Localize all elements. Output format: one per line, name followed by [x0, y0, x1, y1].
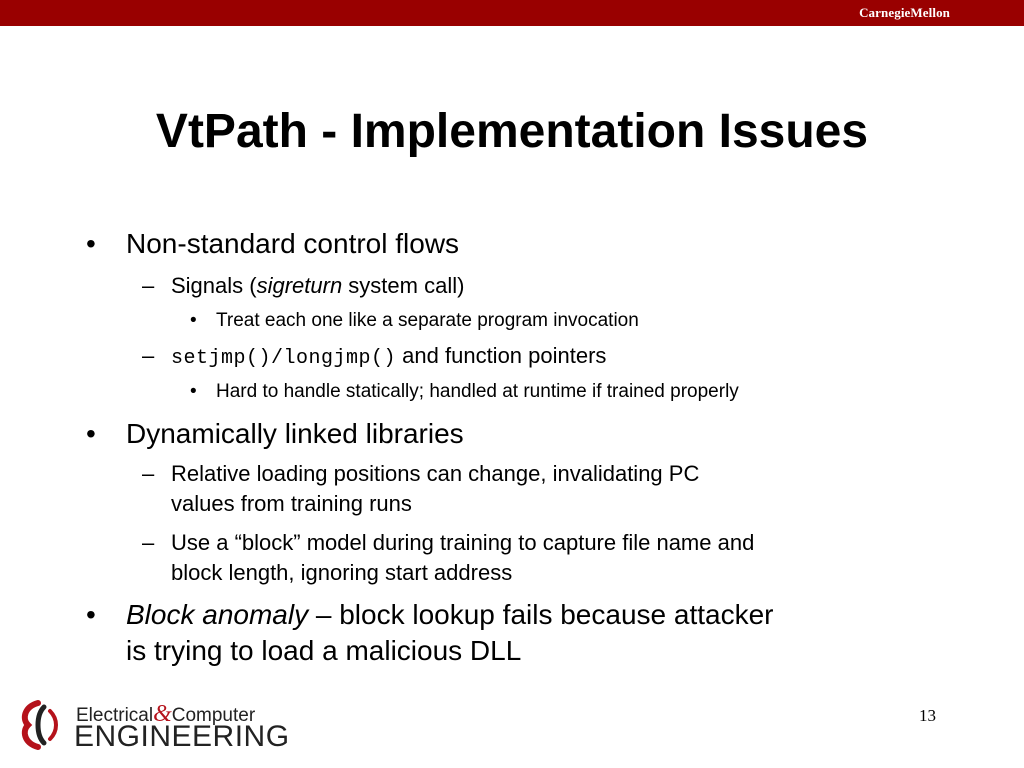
setjmp-post: and function pointers — [402, 343, 607, 368]
subbullet-relative-loading-line2: values from training runs — [171, 491, 412, 516]
block-anomaly-desc: – block lookup fails because attacker — [308, 599, 774, 630]
slide-title: VtPath - Implementation Issues — [155, 105, 869, 158]
bullet-marker: • — [86, 418, 96, 449]
dash-marker: – — [142, 343, 155, 368]
bullet-block-anomaly-line1 — [126, 599, 773, 631]
subbullet-setjmp — [171, 342, 606, 373]
bullet-marker: • — [86, 228, 96, 259]
bullet-marker: • — [190, 310, 197, 331]
dash-marker: – — [142, 530, 155, 555]
ece-ampersand: & — [153, 701, 172, 727]
signals-pre: Signals ( — [171, 273, 257, 298]
dash-marker: – — [142, 273, 155, 298]
bullet-marker: • — [86, 599, 96, 630]
subsubbullet-hard-to-handle: Hard to handle statically; handled at runtime if trained properly — [216, 381, 739, 402]
bullet-dynamically-linked-libraries: Dynamically linked libraries — [126, 418, 464, 449]
ece-electrical: Electrical — [76, 705, 154, 726]
subbullet-block-model-line1: Use a “block” model during training to capture file name and — [171, 530, 755, 555]
top-bar — [0, 0, 1024, 26]
subbullet-relative-loading-line1: Relative loading positions can change, invalidating PC — [171, 461, 700, 486]
page-number: 13 — [919, 706, 936, 725]
ece-logo-line2: ENGINEERING — [74, 720, 290, 753]
bullet-non-standard-control-flows: Non-standard control flows — [126, 228, 460, 259]
carnegie-mellon-logo: CarnegieMellon — [859, 5, 950, 20]
subbullet-block-model-line2: block length, ignoring start address — [171, 560, 513, 585]
subsubbullet-treat-each-one: Treat each one like a separate program invocation — [216, 310, 639, 331]
block-anomaly-term: Block anomaly — [126, 599, 309, 630]
ece-logo — [14, 697, 290, 753]
ece-bracket-icon — [14, 697, 70, 753]
subbullet-signals — [171, 272, 464, 300]
sigreturn-text: sigreturn — [256, 273, 343, 298]
ece-computer: Computer — [171, 705, 256, 726]
setjmp-code: setjmp()/longjmp() — [171, 347, 397, 370]
signals-post: system call) — [342, 273, 465, 298]
dash-marker: – — [142, 461, 155, 486]
bullet-marker: • — [190, 381, 197, 402]
bullet-block-anomaly-line2: is trying to load a malicious DLL — [126, 635, 522, 666]
